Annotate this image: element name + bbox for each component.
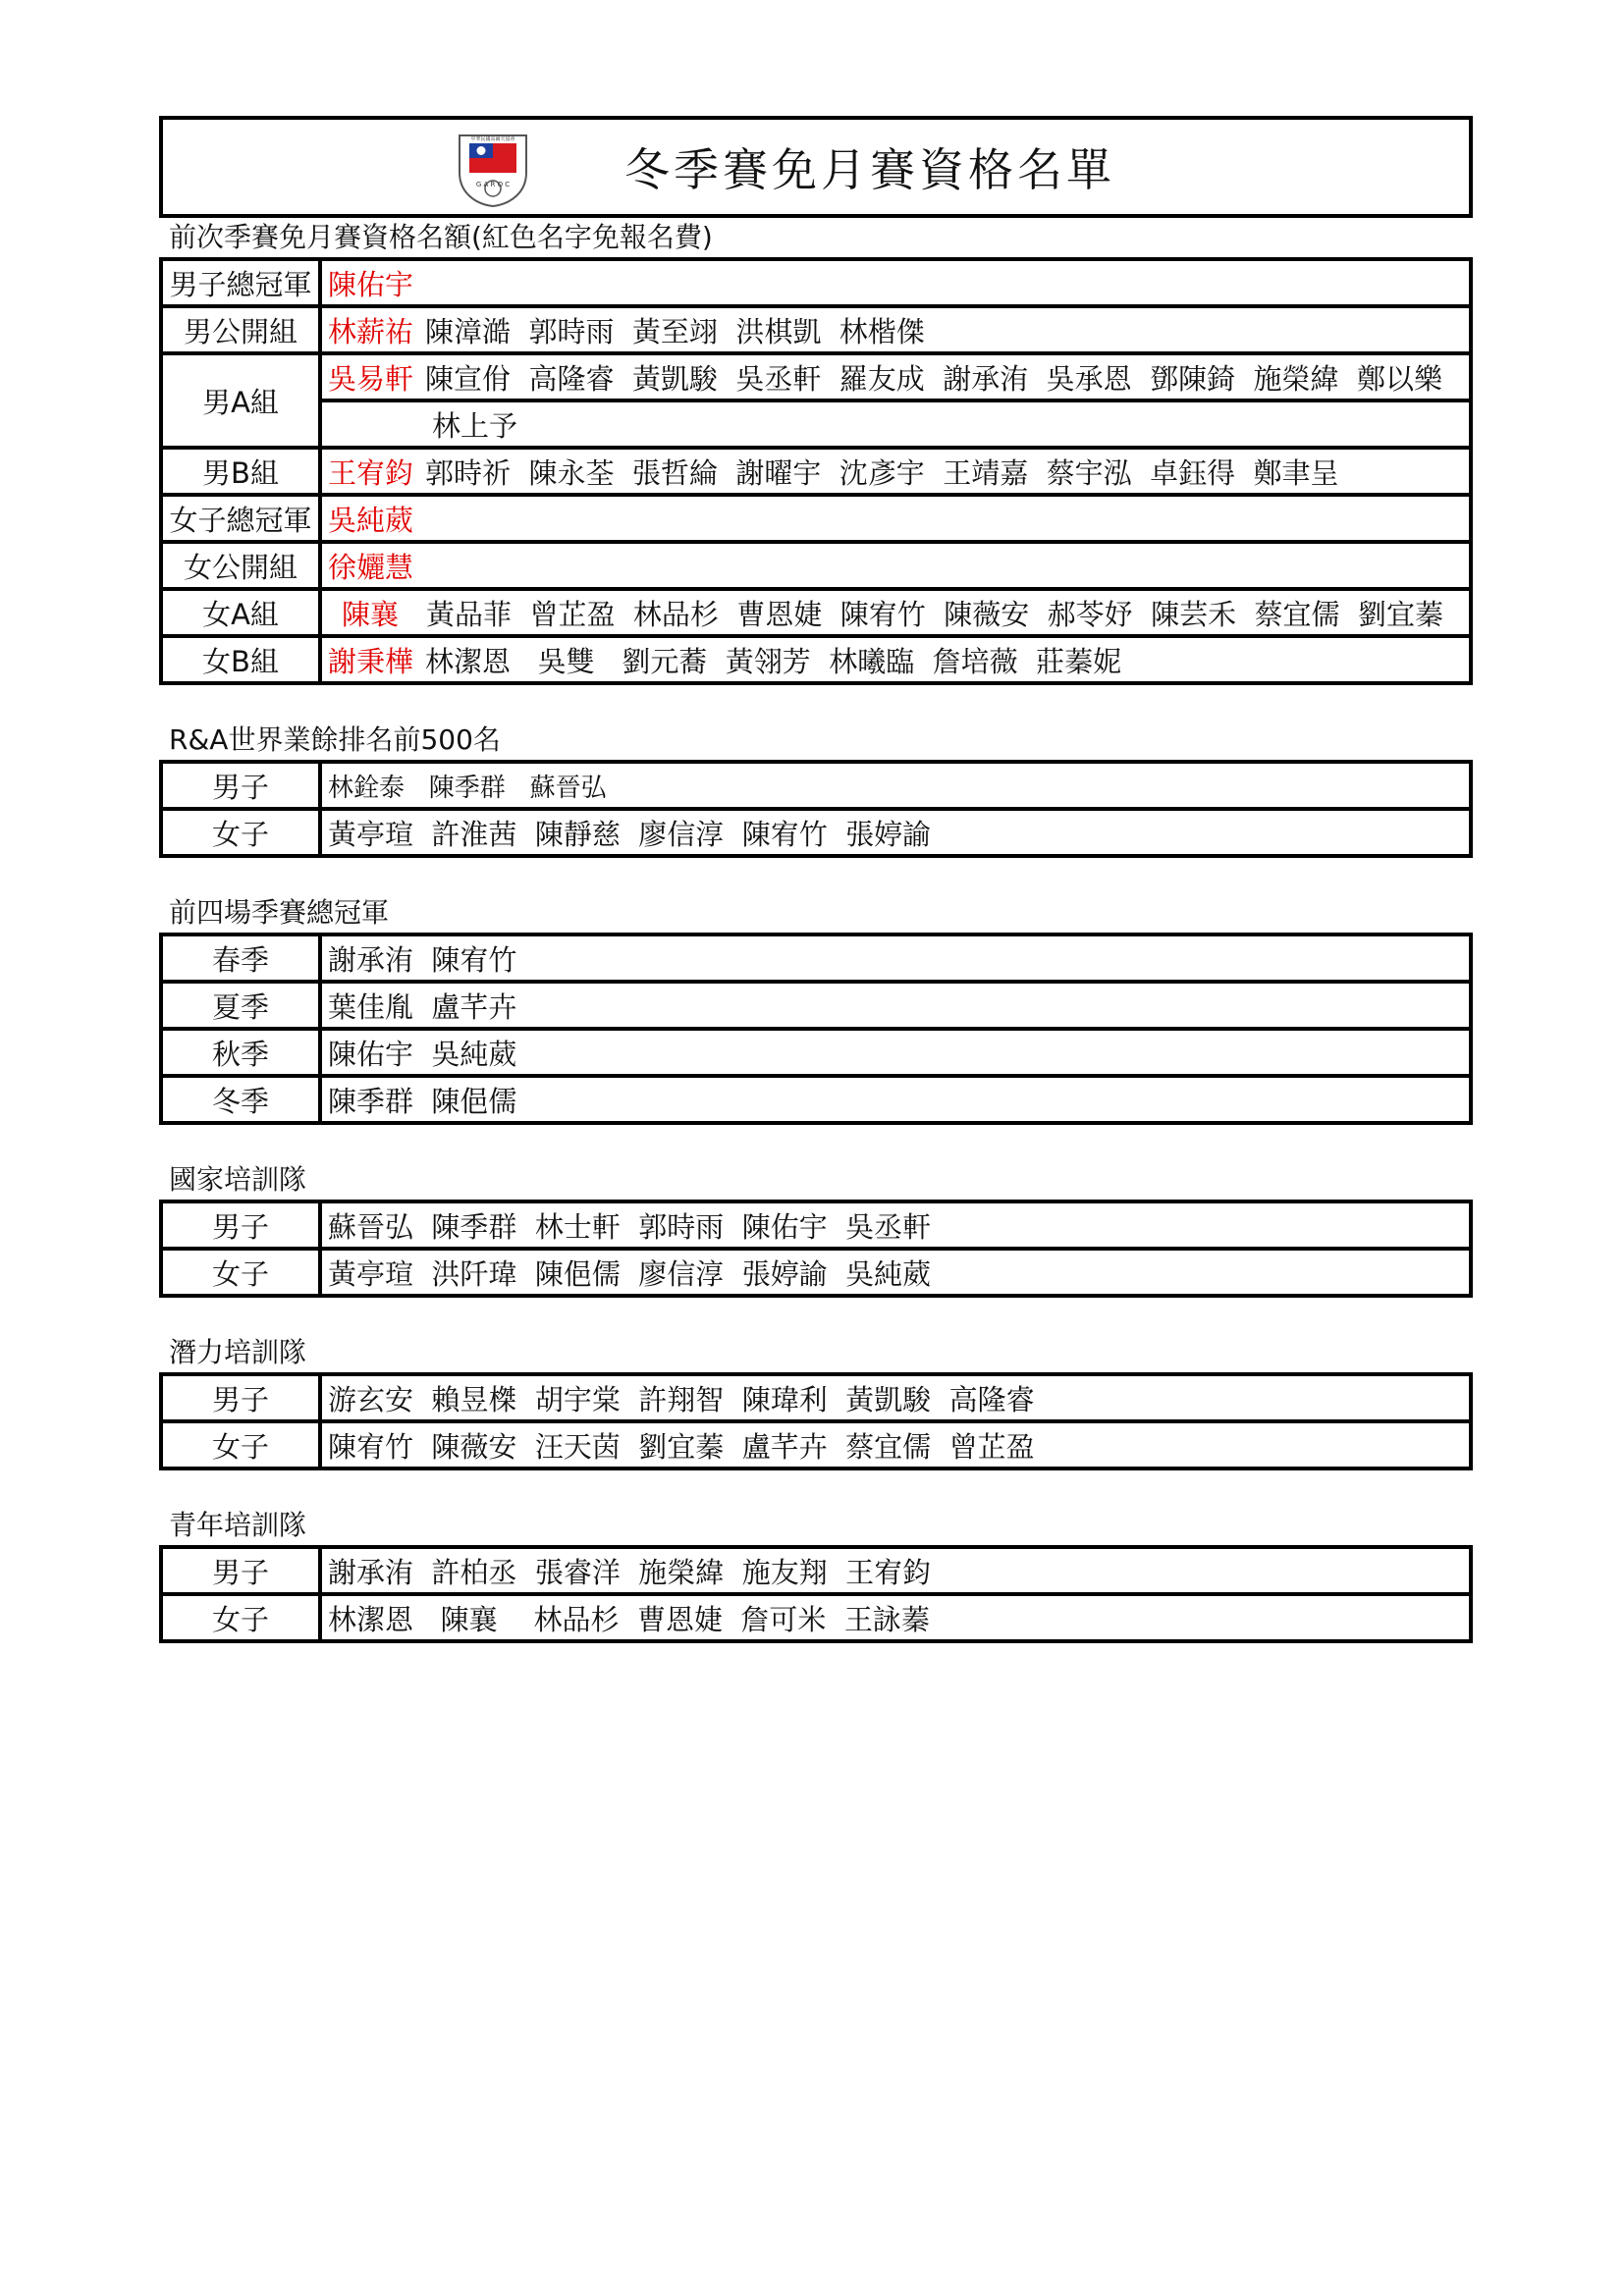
- section-title: 潛力培訓隊: [169, 1336, 307, 1368]
- category-cell: 女子: [161, 1421, 320, 1468]
- names: 林上予: [432, 408, 518, 443]
- table-row: [161, 448, 1471, 495]
- red-name: 陳佑宇: [328, 267, 414, 301]
- red-name: 林薪祐: [328, 314, 414, 348]
- table-row: [161, 934, 1471, 982]
- section-title: 青年培訓隊: [169, 1509, 307, 1541]
- category-cell: 男子總冠軍: [161, 259, 320, 306]
- table-row: [161, 809, 1471, 856]
- table-row: [161, 1076, 1471, 1123]
- category-cell: 女公開組: [161, 542, 320, 589]
- names-cell: 葉佳胤 盧芊卉: [320, 982, 1471, 1029]
- table-row: [161, 589, 1471, 636]
- category-cell: 女子: [161, 809, 320, 856]
- table-row: [161, 1029, 1471, 1076]
- table-row: [161, 1201, 1471, 1249]
- page-title: 冬季賽免月賽資格名單: [624, 143, 1115, 196]
- category-cell: 冬季: [161, 1076, 320, 1123]
- names-cell: [320, 495, 1471, 542]
- table-row: [161, 306, 1471, 353]
- names-cell: 林潔恩 陳襄 林品杉 曹恩婕 詹可米 王詠蓁: [320, 1594, 1471, 1641]
- table-row: [161, 1421, 1471, 1468]
- garoc-logo-icon: [456, 130, 530, 208]
- names-cell: [320, 448, 1471, 495]
- names: 陳宣佾 高隆睿 黃凱駿 吳丞軒 羅友成 謝承洧 吳承恩 鄧陳錡 施榮緯 鄭以樂: [425, 361, 1442, 396]
- section-title: 前次季賽免月賽資格名額(紅色名字免報名費): [169, 221, 713, 253]
- national-team-table: [159, 1200, 1473, 1298]
- names: 陳漳澔 郭時雨 黃至翊 洪棋凱 林楷傑: [425, 314, 925, 348]
- category-cell: 夏季: [161, 982, 320, 1029]
- title-box: [159, 116, 1473, 218]
- category-cell: 女子總冠軍: [161, 495, 320, 542]
- category-cell: 男公開組: [161, 306, 320, 353]
- table-row: [161, 636, 1471, 683]
- names-cell: 陳季群 陳俋儒: [320, 1076, 1471, 1123]
- names-cell: [320, 589, 1471, 636]
- ranking-table: [159, 760, 1473, 858]
- category-cell: 春季: [161, 934, 320, 982]
- table-row: [161, 495, 1471, 542]
- category-cell: 男B組: [161, 448, 320, 495]
- table-row: [161, 353, 1471, 400]
- category-cell: 男A組: [161, 353, 320, 448]
- category-cell: 女子: [161, 1594, 320, 1641]
- category-cell: 男子: [161, 1547, 320, 1594]
- names-cell: 蘇晉弘 陳季群 林士軒 郭時雨 陳佑宇 吳丞軒: [320, 1201, 1471, 1249]
- table-row: [161, 1547, 1471, 1594]
- names-cell: 黃亭瑄 許淮茜 陳靜慈 廖信淳 陳宥竹 張婷諭: [320, 809, 1471, 856]
- section-title: R&A世界業餘排名前500名: [169, 723, 501, 756]
- document-page: [159, 116, 1473, 1643]
- section-title: 國家培訓隊: [169, 1163, 307, 1196]
- names-cell: 謝承洧 許柏丞 張睿洋 施榮緯 施友翔 王宥鈞: [320, 1547, 1471, 1594]
- category-cell: 女A組: [161, 589, 320, 636]
- names: 林潔恩 吳雙 劉元蕎 黃翎芳 林曦臨 詹培薇 莊蓁妮: [425, 644, 1122, 678]
- table-row: [161, 1594, 1471, 1641]
- table-row: [161, 1374, 1471, 1421]
- category-cell: 秋季: [161, 1029, 320, 1076]
- names: 黃品菲 曾芷盈 林品杉 曹恩婕 陳宥竹 陳薇安 郝苓妤 陳芸禾 蔡宜儒 劉宜蓁: [426, 597, 1443, 631]
- table-row: [161, 542, 1471, 589]
- red-name: 王宥鈞: [328, 455, 414, 490]
- section-title: 前四場季賽總冠軍: [169, 896, 390, 929]
- season-champions-table: [159, 933, 1473, 1125]
- names-cell: [320, 636, 1471, 683]
- potential-team-table: [159, 1372, 1473, 1470]
- category-cell: 男子: [161, 762, 320, 809]
- category-cell: 女子: [161, 1249, 320, 1296]
- red-name: 陳襄: [342, 597, 400, 631]
- names-cell: 謝承洧 陳宥竹: [320, 934, 1471, 982]
- names-cell: 陳佑宇 吳純葳: [320, 1029, 1471, 1076]
- youth-team-table: [159, 1545, 1473, 1643]
- names-cell: 黃亭瑄 洪阡瑋 陳俋儒 廖信淳 張婷諭 吳純葳: [320, 1249, 1471, 1296]
- table-row: [161, 982, 1471, 1029]
- qualification-table: [159, 257, 1473, 685]
- names-cell: 游玄安 賴昱榤 胡宇棠 許翔智 陳瑋利 黃凱駿 高隆睿: [320, 1374, 1471, 1421]
- red-name: 吳純葳: [328, 503, 414, 537]
- names-cell: [320, 259, 1471, 306]
- category-cell: 男子: [161, 1201, 320, 1249]
- logo-letters: G A R O C: [475, 181, 511, 188]
- names-cell: 陳宥竹 陳薇安 汪天茵 劉宜蓁 盧芊卉 蔡宜儒 曾芷盈: [320, 1421, 1471, 1468]
- table-row: [161, 1249, 1471, 1296]
- names-cell: [320, 400, 1471, 448]
- names-cell: [320, 353, 1471, 400]
- names-cell: [320, 542, 1471, 589]
- red-name: 吳易軒: [328, 361, 414, 396]
- table-row: [161, 259, 1471, 306]
- names-cell: [320, 306, 1471, 353]
- red-name: 徐孋慧: [328, 550, 414, 584]
- category-cell: 男子: [161, 1374, 320, 1421]
- category-cell: 女B組: [161, 636, 320, 683]
- names-cell: 林銓泰 陳季群 蘇晉弘: [320, 762, 1471, 809]
- red-name: 謝秉樺: [328, 644, 414, 678]
- table-row: [161, 400, 1471, 448]
- table-row: [161, 762, 1471, 809]
- logo-top-text: 中華民國高爾夫協會: [470, 136, 515, 142]
- names: 郭時祈 陳永荃 張哲綸 謝曜宇 沈彥宇 王靖嘉 蔡宇泓 卓鈺得 鄭聿呈: [425, 455, 1339, 490]
